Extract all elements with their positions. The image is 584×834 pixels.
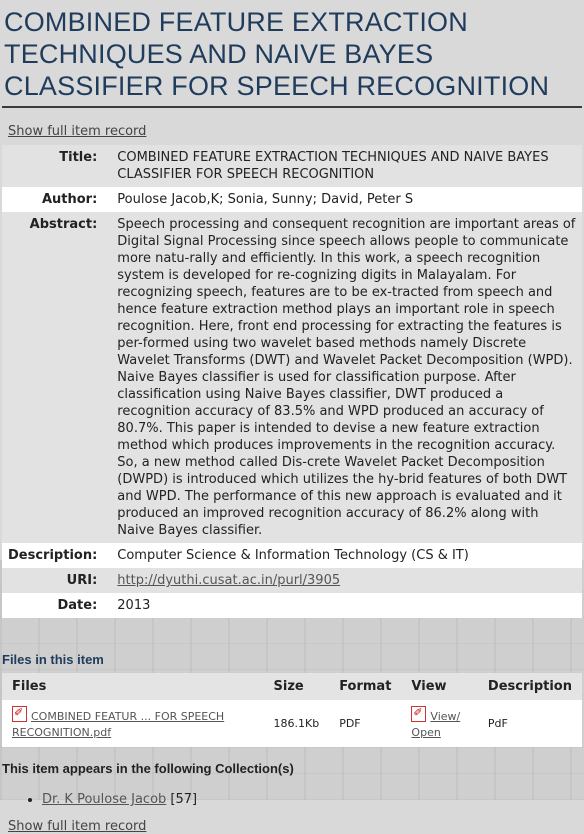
metadata-table — [2, 145, 582, 618]
metadata-title-value: COMBINED FEATURE EXTRACTION TECHNIQUES AND NAIVE BAYES CLASSIFIER FOR SPEECH RECOGNITION — [117, 150, 549, 182]
metadata-row-title — [2, 145, 582, 187]
show-full-record-link-bottom[interactable]: Show full item record — [8, 819, 147, 834]
metadata-row-author — [2, 187, 582, 212]
metadata-row-abstract — [2, 212, 582, 543]
table-row — [2, 700, 582, 747]
uri-link[interactable]: http://dyuthi.cusat.ac.in/purl/3905 — [117, 573, 341, 588]
metadata-label: Author: — [41, 192, 98, 207]
metadata-abstract-value: Speech processing and consequent recognition are important areas of Digital Signal Processing since speech allows people to communicate more natu-rally and efficiently. In this work, a speech recognition system is developed for re-cognizing digits in Malayalam. For recognizing speech, features are to be ex-tracted from speech and hence feature extraction method plays an important role in speech recognition. Here, front end processing for extracting the features is per-formed using two wavelet based methods namely Discrete Wavelet Transforms (DWT) and Wavelet Packet Decomposition (WPD). Naive Bayes classifier is used for classification purpose. After classification using Naive Bayes classifier, DWT produced a recognition accuracy of 83.5% and WPD produced an accuracy of 80.7%. This paper is intended to devise a new feature extraction method which produces improvements in the recognition accuracy. So, a new method called Dis-crete Wavelet Packet Decomposition (DWPD) is introduced which utilizes the hy-brid features of both DWT and WPD. The performance of this new approach is evaluated and it produced an improved recognition accuracy of 86.2% along with Naive Bayes classifier. — [117, 217, 576, 538]
collections-heading: This item appears in the following Collection(s) — [2, 761, 294, 776]
metadata-row-date — [2, 593, 582, 618]
view-open-link[interactable]: View/ Open — [411, 710, 461, 739]
files-header-row — [2, 673, 582, 700]
files-section-heading: Files in this item — [2, 652, 104, 667]
metadata-date-value: 2013 — [117, 598, 151, 613]
metadata-row-uri — [2, 568, 582, 593]
metadata-label: Abstract: — [29, 217, 98, 232]
pdf-file-icon — [12, 706, 27, 722]
metadata-row-description — [2, 543, 582, 568]
file-cell — [2, 700, 264, 747]
pdf-view-icon — [411, 706, 426, 722]
metadata-label: Date: — [57, 598, 98, 613]
view-cell — [401, 700, 477, 747]
show-full-record-link[interactable]: Show full item record — [8, 124, 147, 139]
column-header-files: Files — [2, 673, 264, 700]
metadata-description-value: Computer Science & Information Technology (CS & IT) — [117, 548, 469, 563]
file-download-link[interactable]: COMBINED FEATUR ... FOR SPEECH RECOGNITION.pdf — [12, 710, 225, 739]
metadata-uri-cell — [111, 568, 582, 593]
file-size: 186.1Kb — [264, 700, 330, 747]
files-table — [2, 673, 582, 747]
file-description: PdF — [478, 700, 582, 747]
metadata-label: URI: — [66, 573, 98, 588]
metadata-label: Description: — [8, 548, 98, 563]
column-header-size: Size — [264, 673, 330, 700]
column-header-format: Format — [329, 673, 401, 700]
column-header-description: Description — [478, 673, 582, 700]
page-title: COMBINED FEATURE EXTRACTION TECHNIQUES AND NAIVE BAYES CLASSIFIER FOR SPEECH RECOGNITION — [2, 0, 582, 108]
collection-link[interactable]: Dr. K Poulose Jacob — [42, 792, 167, 807]
collection-count: [57] — [170, 792, 198, 807]
metadata-author-value: Poulose Jacob,K; Sonia, Sunny; David, Peter S — [117, 192, 414, 207]
metadata-label: Title: — [59, 150, 98, 165]
file-format: PDF — [329, 700, 401, 747]
column-header-view: View — [401, 673, 477, 700]
